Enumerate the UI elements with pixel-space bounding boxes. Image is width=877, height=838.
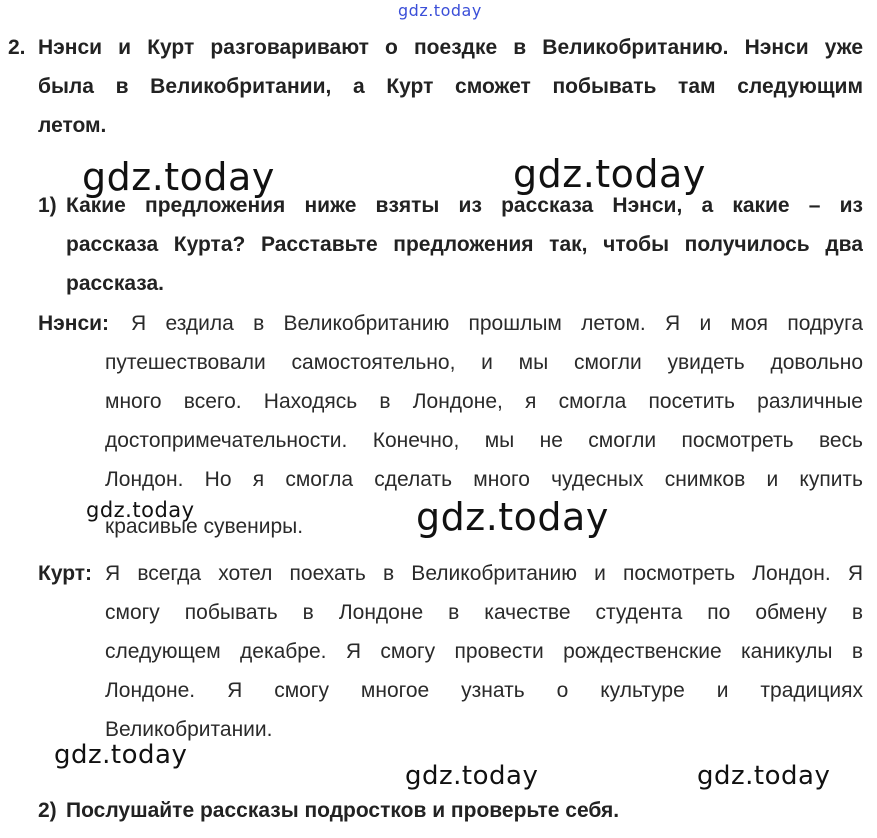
question-1-line-1: Какие предложения ниже взяты из рассказа Нэнси, а какие – из: [66, 194, 863, 217]
watermark-small-left: gdz.today: [86, 498, 195, 522]
kurt-line-2: смогу побывать в Лондоне в качестве студента по обмену в: [105, 601, 863, 624]
watermark-top: gdz.today: [398, 1, 482, 20]
watermark-center: gdz.today: [416, 495, 609, 539]
question-2-text: Послушайте рассказы подростков и проверьте себя.: [66, 799, 620, 822]
kurt-line-1: Я всегда хотел поехать в Великобританию и посмотреть Лондон. Я: [105, 562, 863, 585]
kurt-line-5: Великобритании.: [105, 718, 273, 741]
nancy-line-3: много всего. Находясь в Лондоне, я смогла посетить различные: [105, 390, 863, 413]
task-text-line-1: Нэнси и Курт разговаривают о поездке в Великобританию. Нэнси уже: [38, 36, 863, 59]
kurt-line-3: следующем декабре. Я смогу провести рождественские каникулы в: [105, 640, 863, 663]
question-1-line-3: рассказа.: [66, 272, 164, 295]
nancy-line-2: путешествовали самостоятельно, и мы смогли увидеть довольно: [105, 351, 863, 374]
question-1-number: 1): [38, 194, 57, 217]
question-2-number: 2): [38, 799, 57, 822]
watermark-mid-left: gdz.today: [82, 155, 275, 199]
nancy-line-6: красивые сувениры.: [105, 515, 304, 538]
question-1-line-2: рассказа Курта? Расставьте предложения так, чтобы получилось два: [66, 233, 863, 256]
nancy-line-4: достопримечательности. Конечно, мы не смогли посмотреть весь: [105, 429, 863, 452]
nancy-line-1: Я ездила в Великобританию прошлым летом. Я и моя подруга: [131, 312, 863, 335]
task-number: 2.: [8, 36, 26, 59]
kurt-line-4: Лондоне. Я смогу многое узнать о культуре и традициях: [105, 679, 863, 702]
watermark-bottom-right: gdz.today: [697, 761, 831, 791]
watermark-bottom-left: gdz.today: [54, 740, 188, 770]
watermark-mid-right: gdz.today: [513, 152, 706, 196]
nancy-line-5: Лондон. Но я смогла сделать много чудесных снимков и купить: [105, 468, 863, 491]
kurt-label: Курт:: [38, 562, 93, 585]
task-text-line-3: летом.: [38, 114, 107, 137]
watermark-bottom-center: gdz.today: [405, 761, 539, 791]
task-text-line-2: была в Великобритании, а Курт сможет побывать там следующим: [38, 75, 863, 98]
nancy-label: Нэнси:: [38, 312, 110, 335]
